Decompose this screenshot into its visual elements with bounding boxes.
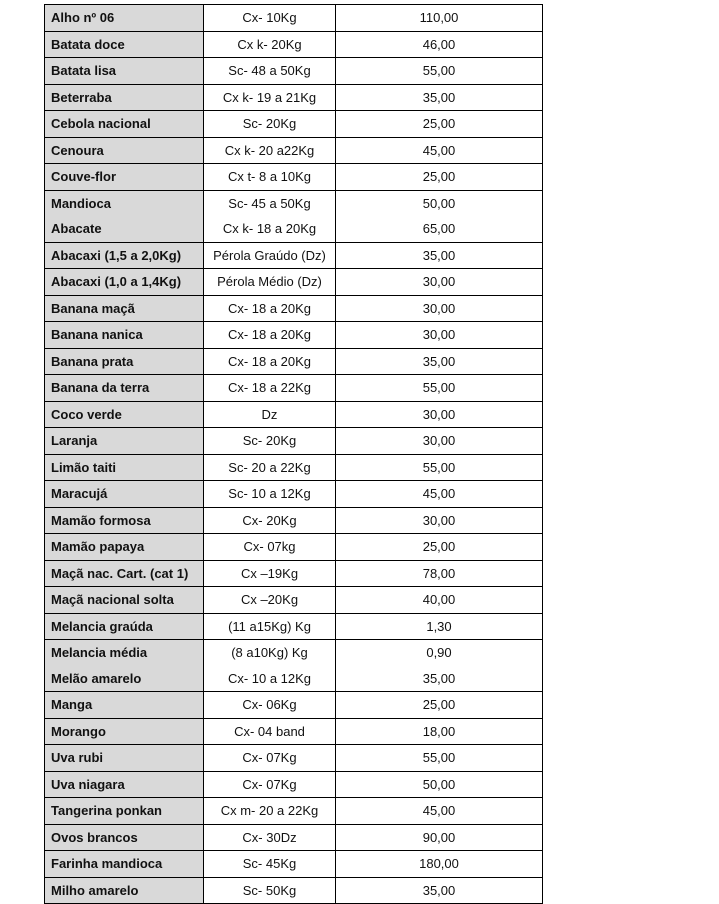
unit-cell: Sc- 10 a 12Kg xyxy=(204,481,336,508)
price-cell: 35,00 xyxy=(336,877,543,904)
product-name-cell: Maçã nac. Cart. (cat 1) xyxy=(45,560,204,587)
unit-cell: Cx t- 8 a 10Kg xyxy=(204,164,336,191)
unit-cell: Cx- 07Kg xyxy=(204,745,336,772)
unit-cell: (11 a15Kg) Kg xyxy=(204,613,336,640)
price-cell: 0,90 xyxy=(336,640,543,666)
unit-cell: Cx –20Kg xyxy=(204,587,336,614)
unit-cell: Cx k- 18 a 20Kg xyxy=(204,216,336,242)
unit-cell: Sc- 20 a 22Kg xyxy=(204,454,336,481)
table-row xyxy=(45,877,543,904)
product-name-cell: Melão amarelo xyxy=(45,666,204,692)
product-name-cell: Mandioca xyxy=(45,190,204,216)
product-name-cell: Laranja xyxy=(45,428,204,455)
price-cell: 30,00 xyxy=(336,322,543,349)
table-row xyxy=(45,587,543,614)
product-name-cell: Manga xyxy=(45,692,204,719)
unit-cell: Pérola Graúdo (Dz) xyxy=(204,242,336,269)
table-row xyxy=(45,375,543,402)
table-row xyxy=(45,640,543,666)
unit-cell: Cx- 18 a 20Kg xyxy=(204,322,336,349)
unit-cell: Sc- 45 a 50Kg xyxy=(204,190,336,216)
price-cell: 30,00 xyxy=(336,295,543,322)
unit-cell: Cx- 18 a 20Kg xyxy=(204,348,336,375)
table-row xyxy=(45,851,543,878)
table-row xyxy=(45,666,543,692)
price-cell: 25,00 xyxy=(336,164,543,191)
unit-cell: Sc- 45Kg xyxy=(204,851,336,878)
table-row xyxy=(45,84,543,111)
price-cell: 78,00 xyxy=(336,560,543,587)
unit-cell: Cx- 20Kg xyxy=(204,507,336,534)
table-row xyxy=(45,58,543,85)
product-name-cell: Cenoura xyxy=(45,137,204,164)
product-name-cell: Abacaxi (1,0 a 1,4Kg) xyxy=(45,269,204,296)
price-cell: 55,00 xyxy=(336,375,543,402)
product-name-cell: Banana prata xyxy=(45,348,204,375)
price-cell: 40,00 xyxy=(336,587,543,614)
table-row xyxy=(45,428,543,455)
product-name-cell: Alho nº 06 xyxy=(45,5,204,32)
table-row xyxy=(45,111,543,138)
product-name-cell: Banana da terra xyxy=(45,375,204,402)
table-row xyxy=(45,507,543,534)
price-cell: 65,00 xyxy=(336,216,543,242)
product-name-cell: Beterraba xyxy=(45,84,204,111)
price-cell: 35,00 xyxy=(336,84,543,111)
product-name-cell: Maracujá xyxy=(45,481,204,508)
table-row xyxy=(45,164,543,191)
unit-cell: Cx- 06Kg xyxy=(204,692,336,719)
price-cell: 50,00 xyxy=(336,771,543,798)
table-row xyxy=(45,824,543,851)
product-name-cell: Couve-flor xyxy=(45,164,204,191)
product-name-cell: Ovos brancos xyxy=(45,824,204,851)
unit-cell: Cx- 10 a 12Kg xyxy=(204,666,336,692)
table-row xyxy=(45,322,543,349)
table-row xyxy=(45,269,543,296)
product-name-cell: Abacaxi (1,5 a 2,0Kg) xyxy=(45,242,204,269)
price-cell: 35,00 xyxy=(336,666,543,692)
product-name-cell: Limão taiti xyxy=(45,454,204,481)
price-cell: 90,00 xyxy=(336,824,543,851)
table-row xyxy=(45,5,543,32)
unit-cell: Cx- 30Dz xyxy=(204,824,336,851)
unit-cell: Sc- 20Kg xyxy=(204,111,336,138)
product-name-cell: Abacate xyxy=(45,216,204,242)
unit-cell: Cx m- 20 a 22Kg xyxy=(204,798,336,825)
price-cell: 45,00 xyxy=(336,798,543,825)
unit-cell: Cx k- 19 a 21Kg xyxy=(204,84,336,111)
unit-cell: Sc- 20Kg xyxy=(204,428,336,455)
table-row xyxy=(45,242,543,269)
unit-cell: Cx- 18 a 22Kg xyxy=(204,375,336,402)
price-cell: 110,00 xyxy=(336,5,543,32)
price-cell: 35,00 xyxy=(336,348,543,375)
price-cell: 46,00 xyxy=(336,31,543,58)
price-cell: 45,00 xyxy=(336,137,543,164)
price-table xyxy=(44,4,543,904)
product-name-cell: Tangerina ponkan xyxy=(45,798,204,825)
price-cell: 55,00 xyxy=(336,454,543,481)
product-name-cell: Milho amarelo xyxy=(45,877,204,904)
table-row xyxy=(45,401,543,428)
table-row xyxy=(45,137,543,164)
price-cell: 25,00 xyxy=(336,692,543,719)
table-row xyxy=(45,560,543,587)
table-row xyxy=(45,771,543,798)
table-row xyxy=(45,190,543,216)
unit-cell: Cx k- 20 a22Kg xyxy=(204,137,336,164)
table-row xyxy=(45,718,543,745)
unit-cell: (8 a10Kg) Kg xyxy=(204,640,336,666)
product-name-cell: Banana maçã xyxy=(45,295,204,322)
table-row xyxy=(45,295,543,322)
unit-cell: Sc- 50Kg xyxy=(204,877,336,904)
table-row xyxy=(45,798,543,825)
unit-cell: Cx- 07kg xyxy=(204,534,336,561)
product-name-cell: Mamão formosa xyxy=(45,507,204,534)
price-cell: 30,00 xyxy=(336,269,543,296)
price-cell: 45,00 xyxy=(336,481,543,508)
table-row xyxy=(45,613,543,640)
table-row xyxy=(45,534,543,561)
product-name-cell: Maçã nacional solta xyxy=(45,587,204,614)
table-row xyxy=(45,481,543,508)
product-name-cell: Batata lisa xyxy=(45,58,204,85)
table-row xyxy=(45,454,543,481)
product-name-cell: Mamão papaya xyxy=(45,534,204,561)
table-row xyxy=(45,348,543,375)
product-name-cell: Morango xyxy=(45,718,204,745)
product-name-cell: Uva niagara xyxy=(45,771,204,798)
price-cell: 25,00 xyxy=(336,111,543,138)
unit-cell: Cx- 04 band xyxy=(204,718,336,745)
price-cell: 180,00 xyxy=(336,851,543,878)
table-row xyxy=(45,216,543,242)
unit-cell: Cx k- 20Kg xyxy=(204,31,336,58)
table-row xyxy=(45,31,543,58)
table-row xyxy=(45,745,543,772)
price-cell: 30,00 xyxy=(336,428,543,455)
price-cell: 18,00 xyxy=(336,718,543,745)
unit-cell: Pérola Médio (Dz) xyxy=(204,269,336,296)
price-table-body xyxy=(45,5,543,904)
unit-cell: Sc- 48 a 50Kg xyxy=(204,58,336,85)
unit-cell: Cx- 10Kg xyxy=(204,5,336,32)
unit-cell: Cx- 18 a 20Kg xyxy=(204,295,336,322)
unit-cell: Dz xyxy=(204,401,336,428)
product-name-cell: Batata doce xyxy=(45,31,204,58)
price-cell: 30,00 xyxy=(336,401,543,428)
price-cell: 1,30 xyxy=(336,613,543,640)
price-cell: 55,00 xyxy=(336,58,543,85)
product-name-cell: Coco verde xyxy=(45,401,204,428)
price-cell: 50,00 xyxy=(336,190,543,216)
price-cell: 25,00 xyxy=(336,534,543,561)
product-name-cell: Banana nanica xyxy=(45,322,204,349)
table-row xyxy=(45,692,543,719)
product-name-cell: Cebola nacional xyxy=(45,111,204,138)
unit-cell: Cx- 07Kg xyxy=(204,771,336,798)
price-cell: 35,00 xyxy=(336,242,543,269)
product-name-cell: Uva rubi xyxy=(45,745,204,772)
price-cell: 55,00 xyxy=(336,745,543,772)
product-name-cell: Farinha mandioca xyxy=(45,851,204,878)
product-name-cell: Melancia graúda xyxy=(45,613,204,640)
price-cell: 30,00 xyxy=(336,507,543,534)
product-name-cell: Melancia média xyxy=(45,640,204,666)
unit-cell: Cx –19Kg xyxy=(204,560,336,587)
